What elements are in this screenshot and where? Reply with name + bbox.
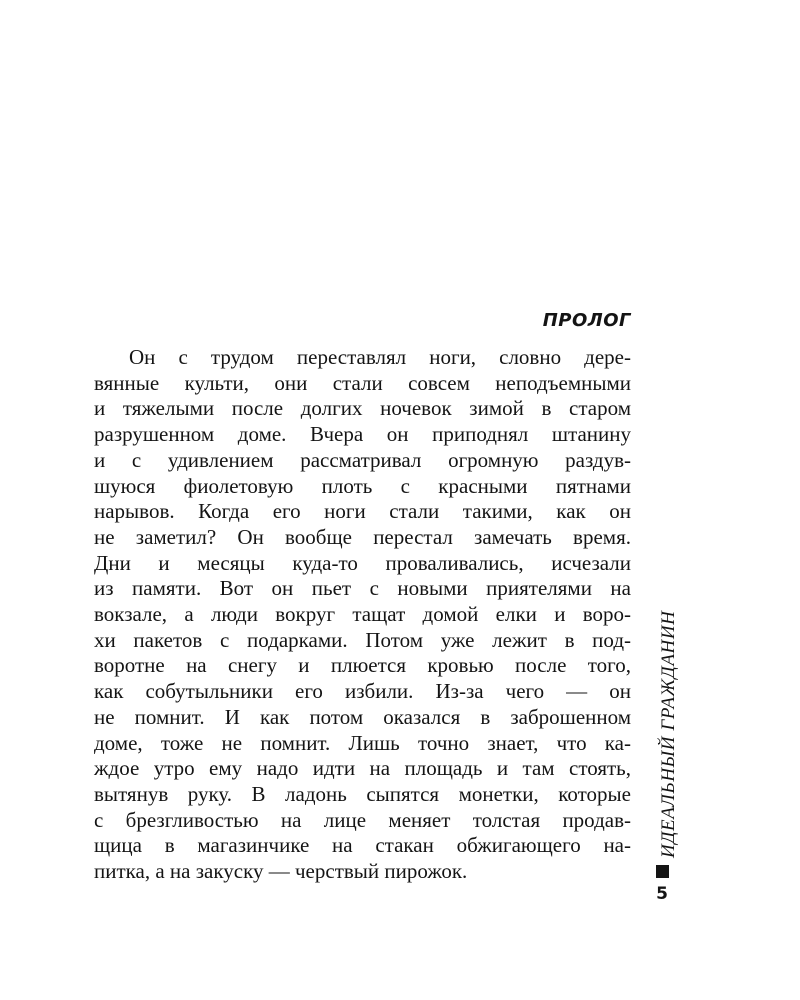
text-line: хи пакетов с подарками. Потом уже лежит в под- [94,627,631,652]
running-title: ИДЕАЛЬНЫЙ ГРАЖДАНИН [658,610,679,858]
text-line: нарывов. Когда его ноги стали такими, как он [94,499,631,524]
text-line: воротне на снегу и плюется кровью после того, [94,653,631,678]
text-line: и с удивлением рассматривал огромную раздув- [94,447,631,472]
text-line: вытянув руку. В ладонь сыпятся монетки, которые [94,781,631,806]
chapter-title: ПРОЛОГ [542,310,631,331]
text-line: щица в магазинчике на стакан обжигающего на- [94,833,631,858]
text-line: с брезгливостью на лице меняет толстая продав- [94,807,631,832]
text-line: вокзале, а люди вокруг тащат домой елки и воро- [94,602,631,627]
square-marker-icon [656,865,669,878]
text-line: как собутыльники его избили. Из-за чего — он [94,679,631,704]
text-line: из памяти. Вот он пьет с новыми приятелями на [94,576,631,601]
text-line: доме, тоже не помнит. Лишь точно знает, что ка- [94,730,631,755]
text-line: вянные культи, они стали совсем неподъемными [94,370,631,395]
body-paragraph [94,345,631,885]
text-line: ждое утро ему надо идти на площадь и там стоять, [94,756,631,781]
text-line: Дни и месяцы куда-то проваливались, исчезали [94,550,631,575]
text-line: шуюся фиолетовую плоть с красными пятнами [94,473,631,498]
text-line: разрушенном доме. Вчера он приподнял штанину [94,422,631,447]
text-line: не заметил? Он вообще перестал замечать время. [94,524,631,549]
text-line: и тяжелыми после долгих ночевок зимой в старом [94,396,631,421]
text-line: не помнит. И как потом оказался в заброшенном [94,704,631,729]
text-line: питка, а на закуску — черствый пирожок. [94,859,468,884]
page-number: 5 [656,884,668,904]
text-line: Он с трудом переставлял ноги, словно дере- [129,345,631,369]
